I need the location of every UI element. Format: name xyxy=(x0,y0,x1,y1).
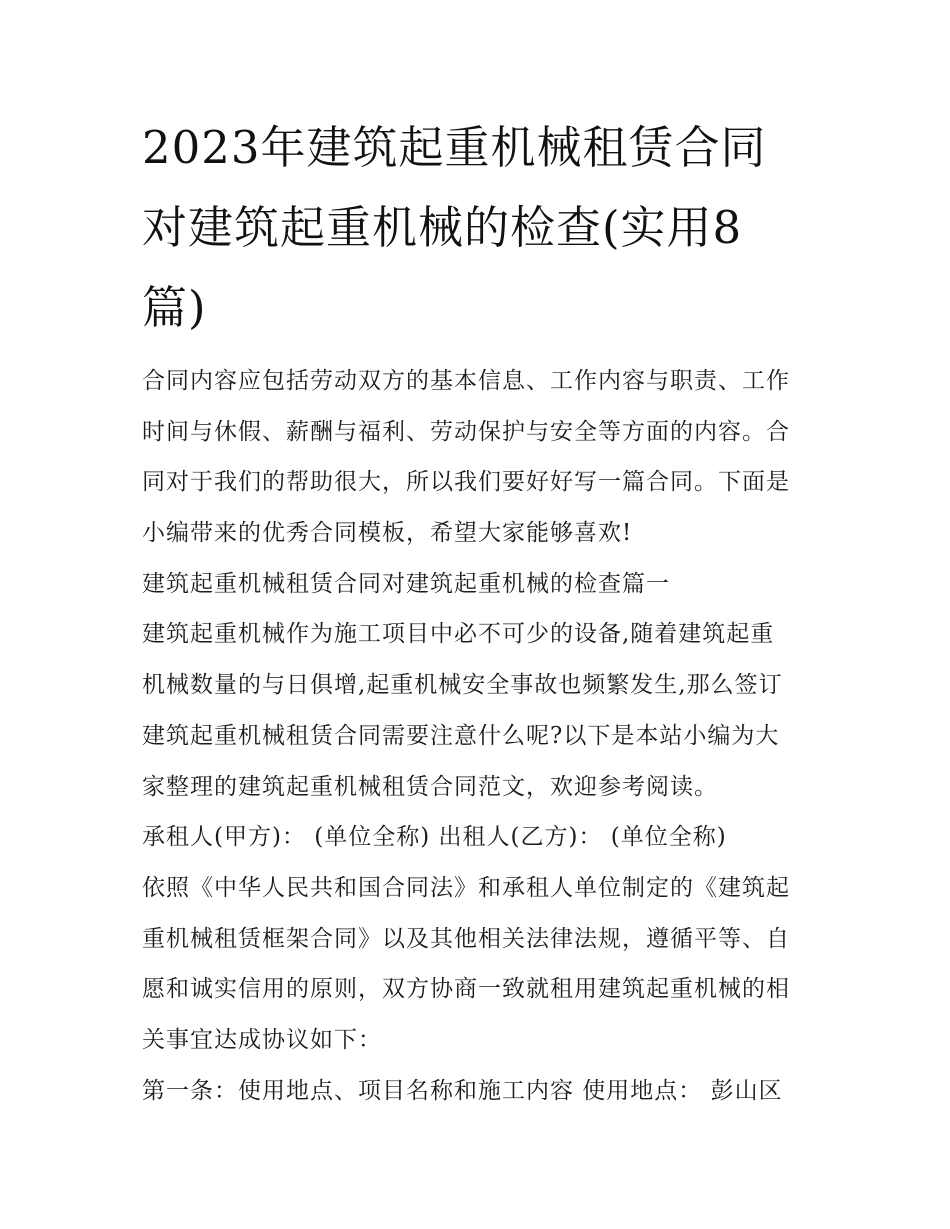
text-line: 依照《中华人民共和国合同法》和承租人单位制定的《建筑起 xyxy=(142,874,790,901)
document-title xyxy=(142,108,822,348)
text-line: 同对于我们的帮助很大，所以我们要好好写一篇合同。下面是 xyxy=(142,469,790,496)
text-line: 家整理的建筑起重机械租赁合同范文，欢迎参考阅读。 xyxy=(142,773,718,800)
document-body xyxy=(142,356,822,1116)
text-line: 机械数量的与日俱增,起重机械安全事故也频繁发生,那么签订 xyxy=(142,672,783,699)
text-line: 愿和诚实信用的原则，双方协商一致就租用建筑起重机械的相 xyxy=(142,976,790,1003)
title-line: 篇) xyxy=(142,281,207,334)
text-line: 重机械租赁框架合同》以及其他相关法律法规，遵循平等、自 xyxy=(142,925,790,952)
parties-paragraph xyxy=(142,812,822,863)
text-line: 承租人(甲方)： (单位全称) 出租人(乙方)： (单位全称) xyxy=(142,824,727,851)
text-line: 第一条：使用地点、项目名称和施工内容 使用地点： 彭山区 xyxy=(142,1077,783,1104)
title-line: 对建筑起重机械的检查(实用8 xyxy=(142,201,743,254)
text-line: 建筑起重机械租赁合同对建筑起重机械的检查篇一 xyxy=(142,570,670,597)
title-line: 2023年建筑起重机械租赁合同 xyxy=(142,121,767,174)
intro-paragraph xyxy=(142,356,822,559)
text-line: 建筑起重机械租赁合同需要注意什么呢?以下是本站小编为大 xyxy=(142,722,780,749)
text-line: 建筑起重机械作为施工项目中必不可少的设备,随着建筑起重 xyxy=(142,621,775,648)
text-line: 关事宜达成协议如下： xyxy=(142,1026,382,1053)
section-heading xyxy=(142,559,822,610)
text-line: 合同内容应包括劳动双方的基本信息、工作内容与职责、工作 xyxy=(142,368,790,394)
article-one-paragraph xyxy=(142,1066,822,1117)
text-line: 小编带来的优秀合同模板，希望大家能够喜欢! xyxy=(142,520,633,547)
background-paragraph xyxy=(142,609,822,812)
legal-basis-paragraph xyxy=(142,863,822,1066)
text-line: 时间与休假、薪酬与福利、劳动保护与安全等方面的内容。合 xyxy=(142,418,790,445)
